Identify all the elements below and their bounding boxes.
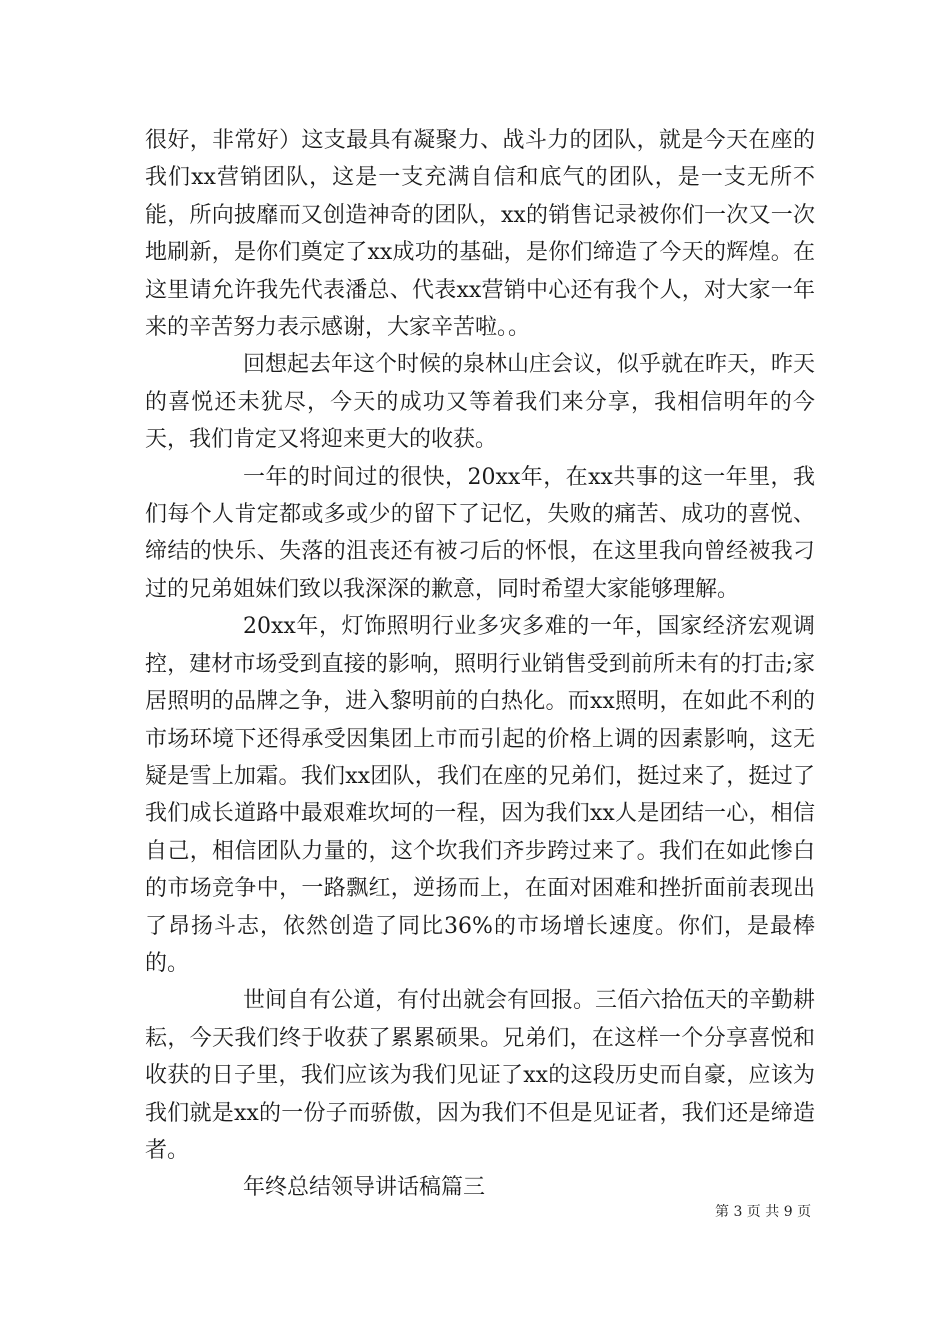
paragraph-4: 20xx年，灯饰照明行业多灾多难的一年，国家经济宏观调控，建材市场受到直接的影响，照明行业销售受到前所未有的打击;家居照明的品牌之争，进入黎明前的白热化。而xx照明，在如此不利的市场环境下还得承受因集团上市而引起的价格上调的因素影响，这无疑是雪上加霜。我们xx团队，我们在座的兄弟们，挺过来了，挺过了我们成长道路中最艰难坎坷的一程，因为我们xx人是团结一心，相信自己，相信团队力量的，这个坎我们齐步跨过来了。我们在如此惨白的市场竞争中，一路飘红，逆扬而上，在面对困难和挫折面前表现出了昂扬斗志，依然创造了同比36%的市场增长速度。你们，是最棒的。	[145, 614, 815, 976]
section-heading: 年终总结领导讲话稿篇三	[243, 1175, 486, 1201]
paragraph-5: 世间自有公道，有付出就会有回报。三佰六拾伍天的辛勤耕耘，今天我们终于收获了累累硕果。兄弟们，在这样一个分享喜悦和收获的日子里，我们应该为我们见证了xx的这段历史而自豪，应该为我们就是xx的一份子而骄傲，因为我们不但是见证者，我们还是缔造者。	[145, 988, 816, 1163]
paragraph-1: 很好，非常好）这支最具有凝聚力、战斗力的团队，就是今天在座的我们xx营销团队，这是一支充满自信和底气的团队，是一支无所不能，所向披靡而又创造神奇的团队，xx的销售记录被你们一次又一次地刷新，是你们奠定了xx成功的基础，是你们缔造了今天的辉煌。在这里请允许我先代表潘总、代表xx营销中心还有我个人，对大家一年来的辛苦努力表示感谢，大家辛苦啦。。	[145, 128, 815, 341]
document-body	[145, 122, 815, 1207]
page-number-footer: 第 3 页 共 9 页	[715, 1204, 812, 1220]
paragraph-3: 一年的时间过的很快，20xx年，在xx共事的这一年里，我们每个人肯定都或多或少的留下了记忆，失败的痛苦、成功的喜悦、缔结的快乐、失落的沮丧还有被刁后的怀恨，在这里我向曾经被我刁过的兄弟姐妹们致以我深深的歉意，同时希望大家能够理解。	[145, 464, 815, 602]
paragraph-2: 回想起去年这个时候的泉林山庄会议，似乎就在昨天，昨天的喜悦还未犹尽，今天的成功又等着我们来分享，我相信明年的今天，我们肯定又将迎来更大的收获。	[145, 352, 816, 453]
